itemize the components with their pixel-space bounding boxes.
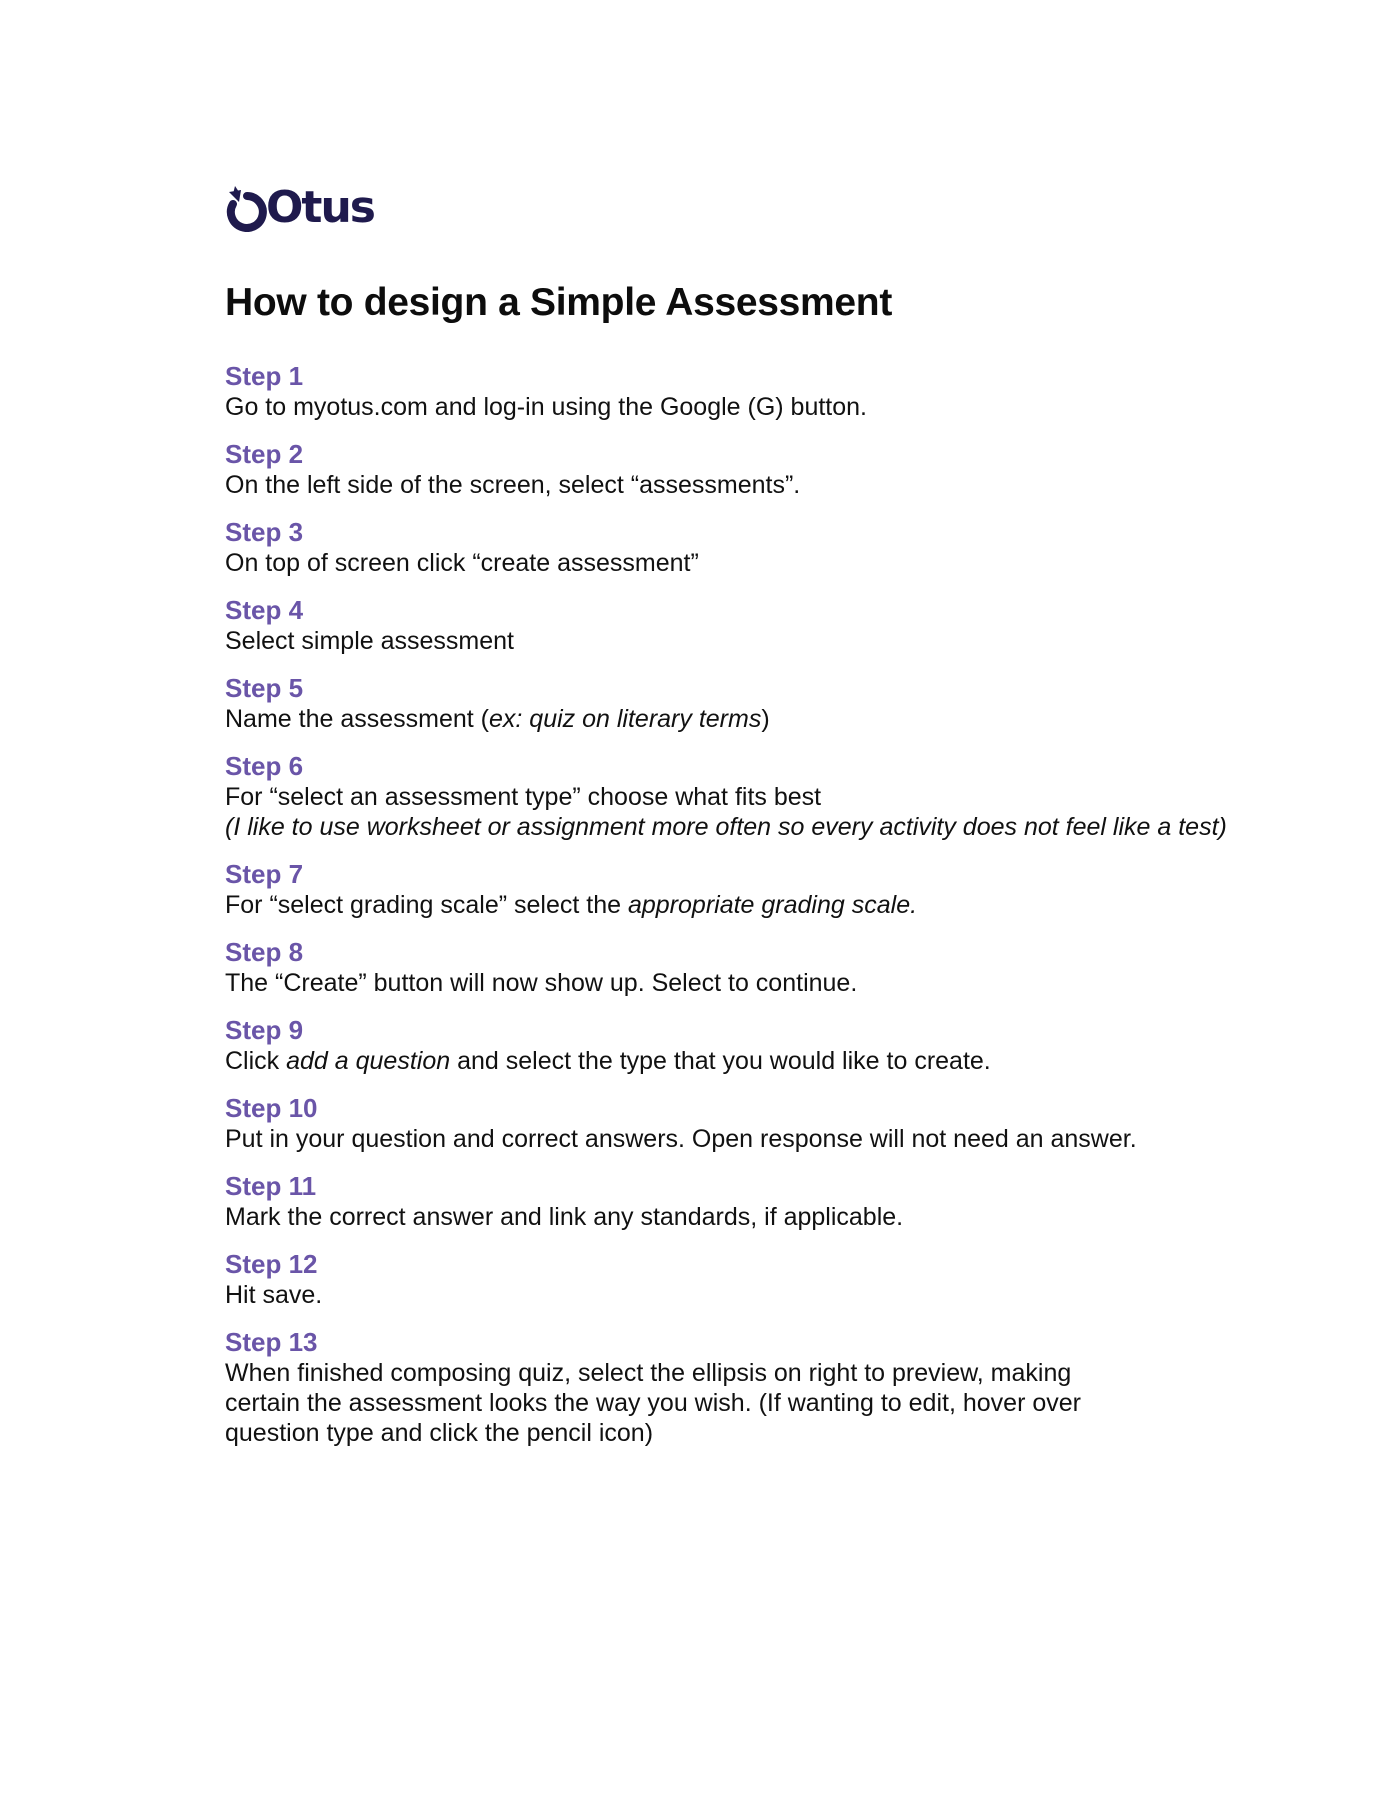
step-6 bbox=[225, 751, 1285, 842]
step-text: Mark the correct answer and link any standards, if applicable. bbox=[225, 1202, 904, 1231]
step-9 bbox=[225, 1015, 1285, 1076]
step-text: Select simple assessment bbox=[225, 626, 515, 655]
step-label: Step 10 bbox=[225, 1092, 318, 1123]
step-5 bbox=[225, 673, 1285, 734]
step-text-part: Name the assessment ( bbox=[225, 704, 489, 733]
step-label: Step 5 bbox=[225, 672, 304, 703]
step-label: Step 7 bbox=[225, 858, 304, 889]
step-text-italic: appropriate grading scale. bbox=[627, 890, 918, 919]
step-8 bbox=[225, 937, 1285, 998]
otus-logo bbox=[225, 178, 1285, 238]
otus-logo-mark-icon bbox=[225, 184, 269, 232]
step-3 bbox=[225, 517, 1285, 578]
otus-logo-text: Otus bbox=[266, 182, 374, 233]
step-13 bbox=[225, 1327, 1285, 1448]
step-text: On top of screen click “create assessment” bbox=[225, 548, 699, 577]
step-text-part: ) bbox=[761, 704, 770, 733]
step-text: When finished composing quiz, select the ellipsis on right to preview, making certain the assessment looks the way you wish. (If wanting to edit, hover over question type and click the pencil icon) bbox=[225, 1358, 1081, 1447]
step-label: Step 6 bbox=[225, 750, 304, 781]
step-label: Step 2 bbox=[225, 438, 304, 469]
step-11 bbox=[225, 1171, 1285, 1232]
step-text: On the left side of the screen, select “assessments”. bbox=[225, 470, 801, 499]
step-label: Step 8 bbox=[225, 936, 304, 967]
step-text-part: Click bbox=[225, 1046, 287, 1075]
step-4 bbox=[225, 595, 1285, 656]
step-12 bbox=[225, 1249, 1285, 1310]
step-2 bbox=[225, 439, 1285, 500]
step-text: Put in your question and correct answers. Open response will not need an answer. bbox=[225, 1124, 1137, 1153]
steps-list bbox=[225, 361, 1285, 1448]
step-10 bbox=[225, 1093, 1285, 1154]
step-label: Step 1 bbox=[225, 360, 304, 391]
step-text-part: and select the type that you would like to create. bbox=[450, 1046, 991, 1075]
step-1 bbox=[225, 361, 1285, 422]
step-text-italic: add a question bbox=[286, 1046, 451, 1075]
step-text bbox=[225, 890, 1285, 920]
step-label: Step 9 bbox=[225, 1014, 304, 1045]
step-label: Step 11 bbox=[225, 1170, 317, 1201]
step-text-italic: ex: quiz on literary terms bbox=[489, 704, 762, 733]
step-label: Step 3 bbox=[225, 516, 304, 547]
document-page bbox=[225, 178, 1285, 1465]
step-7 bbox=[225, 859, 1285, 920]
step-label: Step 4 bbox=[225, 594, 304, 625]
step-text: Hit save. bbox=[225, 1280, 323, 1309]
step-text-part: For “select grading scale” select the bbox=[225, 890, 628, 919]
step-note: (I like to use worksheet or assignment more often so every activity does not feel like a test) bbox=[225, 812, 1227, 841]
step-text: For “select an assessment type” choose what fits best bbox=[225, 782, 822, 811]
page-title: How to design a Simple Assessment bbox=[225, 281, 893, 324]
step-text bbox=[225, 704, 1285, 734]
step-label: Step 13 bbox=[225, 1326, 318, 1357]
step-text: The “Create” button will now show up. Select to continue. bbox=[225, 968, 858, 997]
step-text: Go to myotus.com and log-in using the Google (G) button. bbox=[225, 392, 868, 421]
step-label: Step 12 bbox=[225, 1248, 318, 1279]
step-text bbox=[225, 1046, 1285, 1076]
